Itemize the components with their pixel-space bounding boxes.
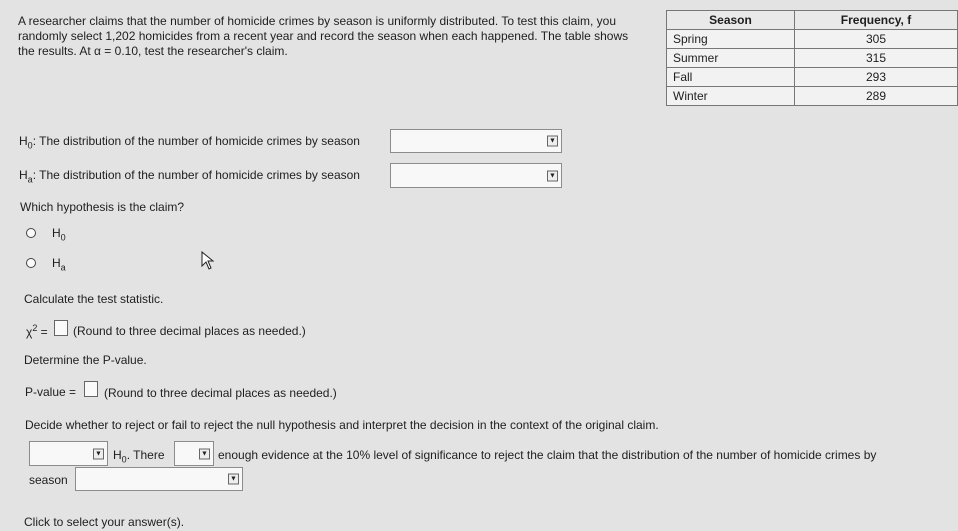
conclusion-dropdown[interactable] <box>75 467 243 491</box>
p-value-note: (Round to three decimal places as needed.) <box>104 386 337 400</box>
option-ha-label: $H_a$ <box>52 256 66 273</box>
season-word: season <box>29 473 68 487</box>
p-value-heading: Determine the P-value. <box>24 353 147 367</box>
reject-decision-dropdown[interactable] <box>29 441 108 466</box>
table-cell-frequency: 315 <box>795 49 958 68</box>
table-row <box>667 87 958 106</box>
chevron-down-icon: ▼ <box>228 474 239 485</box>
problem-prompt: A researcher claims that the number of homicide crimes by season is uniformly distributed. To test this claim, you randomly select 1,202 homicides from a recent year and record the season when each happened. The table shows the results. At α = 0.10, test the researcher's claim. <box>18 14 629 58</box>
table-cell-frequency: 293 <box>795 68 958 87</box>
alternative-hypothesis-dropdown[interactable] <box>390 163 562 188</box>
chevron-down-icon: ▼ <box>547 136 558 147</box>
table-cell-season: Fall <box>667 68 795 87</box>
table-cell-frequency: 305 <box>795 30 958 49</box>
table-row <box>667 30 958 49</box>
table-header-frequency: Frequency, f <box>795 11 958 30</box>
chevron-down-icon: ▼ <box>547 170 558 181</box>
decision-sentence: enough evidence at the 10% level of significance to reject the claim that the distribution of the number of homicide crimes by <box>218 448 877 462</box>
p-value-label: P-value = <box>25 385 77 399</box>
claim-question: Which hypothesis is the claim? <box>20 200 185 214</box>
p-value-input[interactable] <box>84 381 98 397</box>
radio-ha[interactable] <box>26 258 36 268</box>
decision-heading: Decide whether to reject or fail to reject the null hypothesis and interpret the decision in the context of the original claim. <box>25 418 659 432</box>
mouse-pointer-icon <box>200 251 216 271</box>
null-hypothesis-dropdown[interactable] <box>390 129 562 153</box>
option-h0-label: $H_0$ <box>52 226 66 243</box>
table-row <box>667 49 958 68</box>
frequency-table <box>666 10 958 106</box>
radio-h0[interactable] <box>26 228 36 238</box>
table-cell-frequency: 289 <box>795 87 958 106</box>
footer-instruction: Click to select your answer(s). <box>24 515 185 529</box>
chevron-down-icon: ▼ <box>199 448 210 459</box>
evidence-dropdown[interactable] <box>174 441 214 466</box>
table-cell-season: Summer <box>667 49 795 68</box>
chevron-down-icon: ▼ <box>93 448 104 459</box>
table-header-season: Season <box>667 11 795 30</box>
table-cell-season: Spring <box>667 30 795 49</box>
test-statistic-heading: Calculate the test statistic. <box>24 292 164 306</box>
test-statistic-input[interactable] <box>54 320 68 336</box>
chi-square-label: $\chi^2$ = <box>26 323 48 339</box>
table-row <box>667 68 958 87</box>
decision-h0-text: $H_0$. There <box>113 448 165 465</box>
test-statistic-note: (Round to three decimal places as needed.) <box>73 324 306 338</box>
table-cell-season: Winter <box>667 87 795 106</box>
alternative-hypothesis-label: $H_a$: The distribution of the number of homicide crimes by season <box>19 168 360 185</box>
null-hypothesis-label: $H_0$: The distribution of the number of homicide crimes by season <box>19 134 360 151</box>
